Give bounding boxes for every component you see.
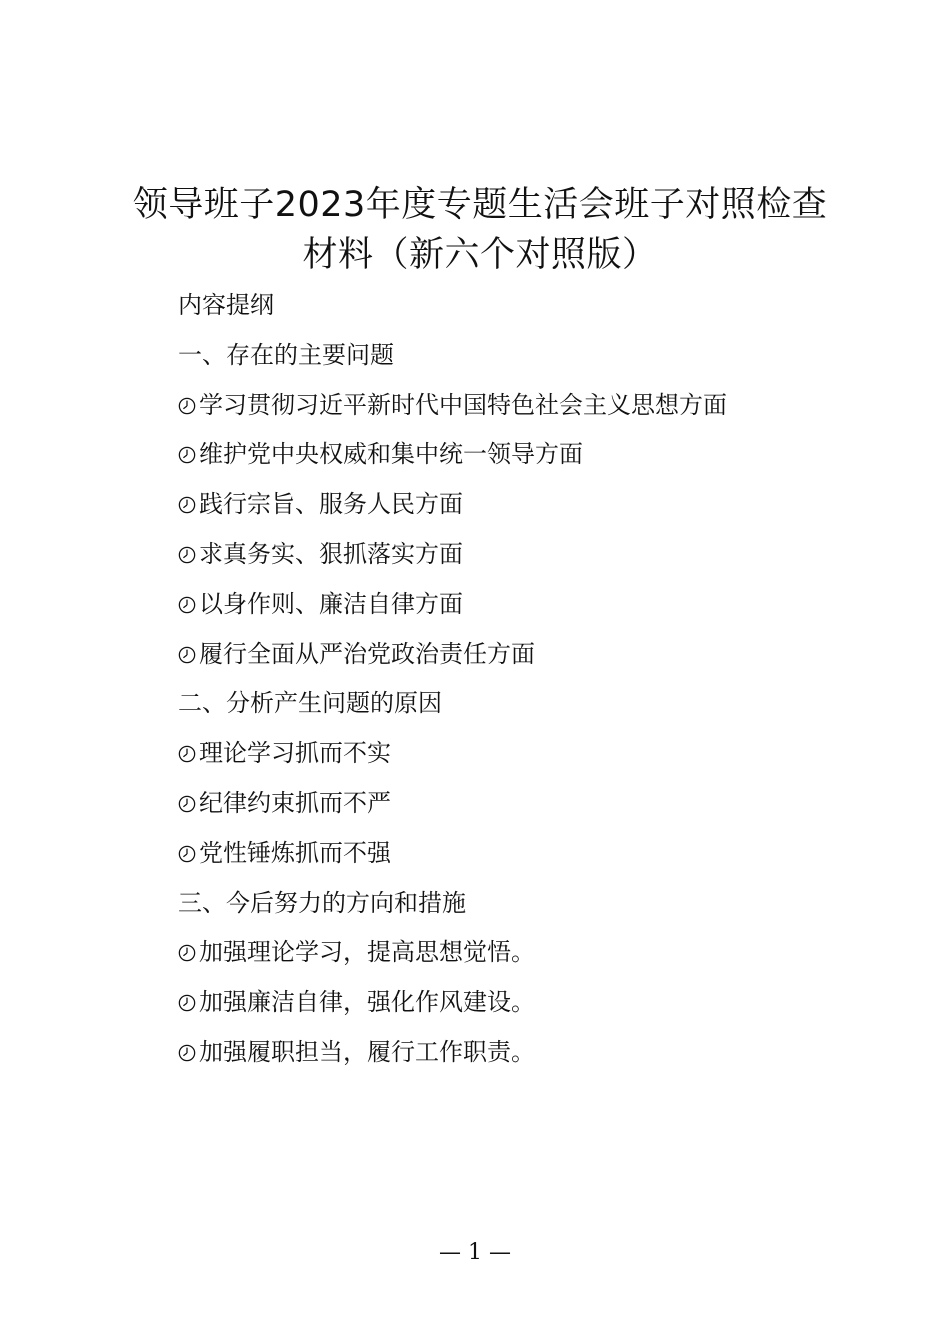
clock-icon	[178, 944, 196, 962]
list-item	[178, 387, 878, 437]
clock-icon	[178, 845, 196, 863]
clock-icon	[178, 994, 196, 1012]
list-item-label: 维护党中央权威和集中统一领导方面	[199, 440, 583, 469]
clock-icon	[178, 596, 196, 614]
list-item	[178, 835, 878, 885]
outline	[178, 287, 878, 1084]
clock-icon	[178, 646, 196, 664]
clock-icon	[178, 1044, 196, 1062]
list-item	[178, 536, 878, 586]
clock-icon	[178, 446, 196, 464]
list-item-label: 纪律约束抓而不严	[199, 788, 391, 817]
list-item	[178, 436, 878, 486]
list-item-label: 践行宗旨、服务人民方面	[199, 490, 463, 519]
list-item	[178, 934, 878, 984]
list-item	[178, 735, 878, 785]
clock-icon	[178, 745, 196, 763]
list-item-label: 以身作则、廉洁自律方面	[199, 589, 463, 618]
section-1-heading: 一、存在的主要问题	[178, 340, 394, 369]
list-item	[178, 486, 878, 536]
clock-icon	[178, 546, 196, 564]
section-2-heading: 二、分析产生问题的原因	[178, 689, 442, 718]
list-item-label: 求真务实、狠抓落实方面	[199, 539, 463, 568]
list-item-label: 党性锤炼抓而不强	[199, 838, 391, 867]
page-number: — 1 —	[439, 1240, 511, 1265]
title-line-1: 领导班子2023年度专题生活会班子对照检查	[132, 185, 828, 225]
clock-icon	[178, 496, 196, 514]
list-item	[178, 785, 878, 835]
list-item-label: 理论学习抓而不实	[199, 739, 391, 768]
list-item-label: 履行全面从严治党政治责任方面	[199, 639, 535, 668]
clock-icon	[178, 397, 196, 415]
list-item-label: 加强理论学习，提高思想觉悟。	[199, 938, 535, 967]
outline-heading: 内容提纲	[178, 291, 274, 319]
section-3-heading: 三、今后努力的方向和措施	[178, 888, 466, 917]
list-item-label: 加强履职担当，履行工作职责。	[199, 1037, 535, 1066]
list-item	[178, 586, 878, 636]
title-line-2: 材料（新六个对照版）	[302, 235, 658, 275]
document-title	[100, 180, 860, 280]
list-item	[178, 636, 878, 686]
list-item	[178, 1034, 878, 1084]
list-item-label: 加强廉洁自律，强化作风建设。	[199, 988, 535, 1017]
clock-icon	[178, 795, 196, 813]
list-item	[178, 984, 878, 1034]
list-item-label: 学习贯彻习近平新时代中国特色社会主义思想方面	[199, 390, 727, 419]
